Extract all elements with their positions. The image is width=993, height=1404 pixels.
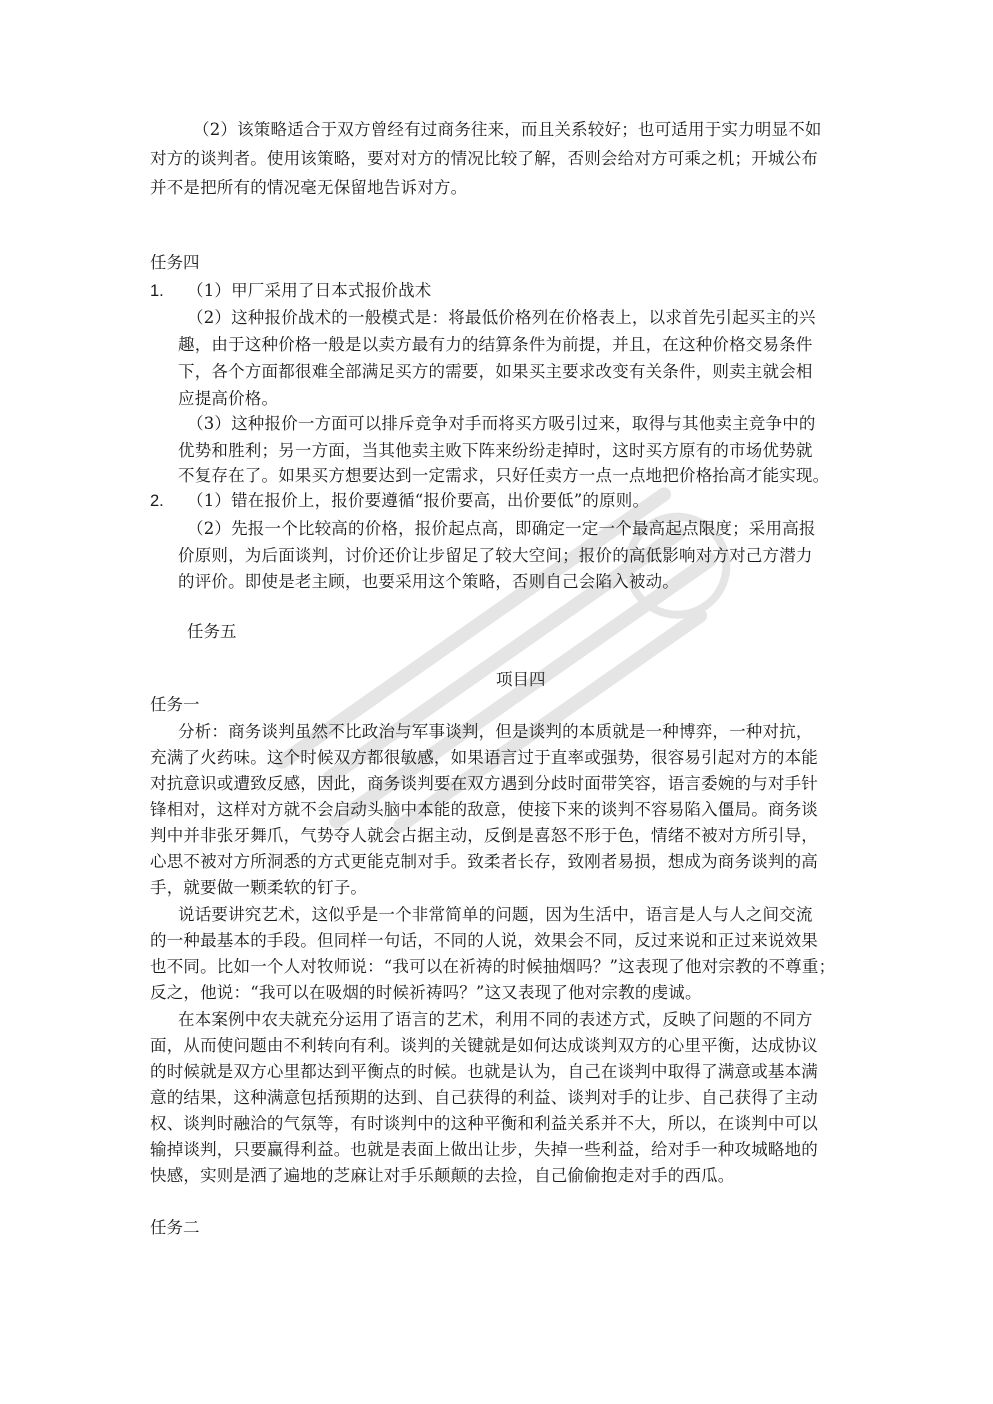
paragraph-line: 心思不被对方所洞悉的方式更能克制对手。致柔者长存，致刚者易损，想成为商务谈判的高	[150, 852, 818, 871]
paragraph-line: 并不是把所有的情况毫无保留地告诉对方。	[150, 178, 468, 197]
paragraph-line: 输掉谈判，只要赢得利益。也就是表面上做出让步，失掉一些利益，给对手一种攻城略地的	[150, 1140, 818, 1159]
section-heading-task4: 任务四	[150, 253, 200, 272]
list-item-line: 趣，由于这种价格一般是以卖方最有力的结算条件为前提，并且，在这种价格交易条件	[178, 335, 813, 354]
list-item-line: （2）先报一个比较高的价格，报价起点高，即确定一定一个最高起点限度；采用高报	[187, 519, 816, 538]
list-item-line: （1）错在报价上，报价要遵循“报价要高，出价要低”的原则。	[187, 491, 650, 510]
paragraph-line: 的时候就是双方心里都达到平衡点的时候。也就是认为，自己在谈判中取得了满意或基本满	[150, 1062, 818, 1081]
section-heading-task5: 任务五	[187, 622, 237, 641]
project-title: 项目四	[496, 670, 546, 689]
paragraph-line: 对方的谈判者。使用该策略，要对对方的情况比较了解，否则会给对方可乘之机；开城公布	[150, 149, 818, 168]
paragraph-line: 分析：商务谈判虽然不比政治与军事谈判，但是谈判的本质就是一种博弈，一种对抗，	[178, 722, 813, 741]
paragraph-line: （2）该策略适合于双方曾经有过商务往来，而且关系较好；也可适用于实力明显不如	[193, 120, 822, 139]
paragraph-line: 锋相对，这样对方就不会启动头脑中本能的敌意，使接下来的谈判不容易陷入僵局。商务谈	[150, 800, 818, 819]
section-heading-task2: 任务二	[150, 1218, 200, 1237]
section-heading-task1: 任务一	[150, 695, 200, 714]
paragraph-line: 充满了火药味。这个时候双方都很敏感，如果语言过于直率或强势，很容易引起对方的本能	[150, 748, 818, 767]
paragraph-line: 权、谈判时融洽的气氛等，有时谈判中的这种平衡和利益关系并不大，所以，在谈判中可以	[150, 1114, 818, 1133]
paragraph-line: 说话要讲究艺术，这似乎是一个非常简单的问题，因为生活中，语言是人与人之间交流	[178, 905, 813, 924]
paragraph-line: 面，从而使问题由不利转向有利。谈判的关键就是如何达成谈判双方的心里平衡，达成协议	[150, 1036, 818, 1055]
paragraph-line: 手，就要做一颗柔软的钉子。	[150, 878, 368, 897]
list-item-line: （3）这种报价一方面可以排斥竞争对手而将买方吸引过来，取得与其他卖主竞争中的	[187, 414, 816, 433]
list-item-line: 价原则，为后面谈判，讨价还价让步留足了较大空间；报价的高低影响对方对己方潜力	[178, 546, 813, 565]
paragraph-line: 的一种最基本的手段。但同样一句话，不同的人说，效果会不同，反过来说和正过来说效果	[150, 931, 818, 950]
list-number: 1.	[150, 282, 164, 300]
paragraph-line: 判中并非张牙舞爪，气势夺人就会占据主动，反倒是喜怒不形于色，情绪不被对方所引导，	[150, 826, 818, 845]
paragraph-line: 快感，实则是洒了遍地的芝麻让对手乐颠颠的去捡，自己偷偷抱走对手的西瓜。	[150, 1166, 735, 1185]
list-item-line: 的评价。即使是老主顾，也要采用这个策略，否则自己会陷入被动。	[178, 572, 679, 591]
paragraph-line: 也不同。比如一个人对牧师说：“我可以在祈祷的时候抽烟吗？”这表现了他对宗教的不尊重；	[150, 957, 836, 976]
list-number: 2.	[150, 492, 164, 510]
list-item-line: 不复存在了。如果买方想要达到一定需求，只好任卖方一点一点地把价格抬高才能实现。	[178, 466, 830, 485]
paragraph-line: 在本案例中农夫就充分运用了语言的艺术，利用不同的表述方式，反映了问题的不同方	[178, 1010, 813, 1029]
paragraph-line: 反之，他说：“我可以在吸烟的时候祈祷吗？”这又表现了他对宗教的虔诚。	[150, 983, 702, 1002]
paragraph-line: 意的结果，这种满意包括预期的达到、自己获得的利益、谈判对手的让步、自己获得了主动	[150, 1088, 818, 1107]
list-item-line: （1）甲厂采用了日本式报价战术	[187, 281, 432, 300]
list-item-line: 优势和胜利；另一方面，当其他卖主败下阵来纷纷走掉时，这时买方原有的市场优势就	[178, 441, 813, 460]
paragraph-line: 对抗意识或遭致反感，因此，商务谈判要在双方遇到分歧时面带笑容，语言委婉的与对手针	[150, 774, 818, 793]
list-item-line: 应提高价格。	[178, 389, 279, 408]
list-item-line: 下，各个方面都很难全部满足买方的需要，如果买主要求改变有关条件，则卖主就会相	[178, 362, 813, 381]
list-item-line: （2）这种报价战术的一般模式是：将最低价格列在价格表上，以求首先引起买主的兴	[187, 308, 816, 327]
